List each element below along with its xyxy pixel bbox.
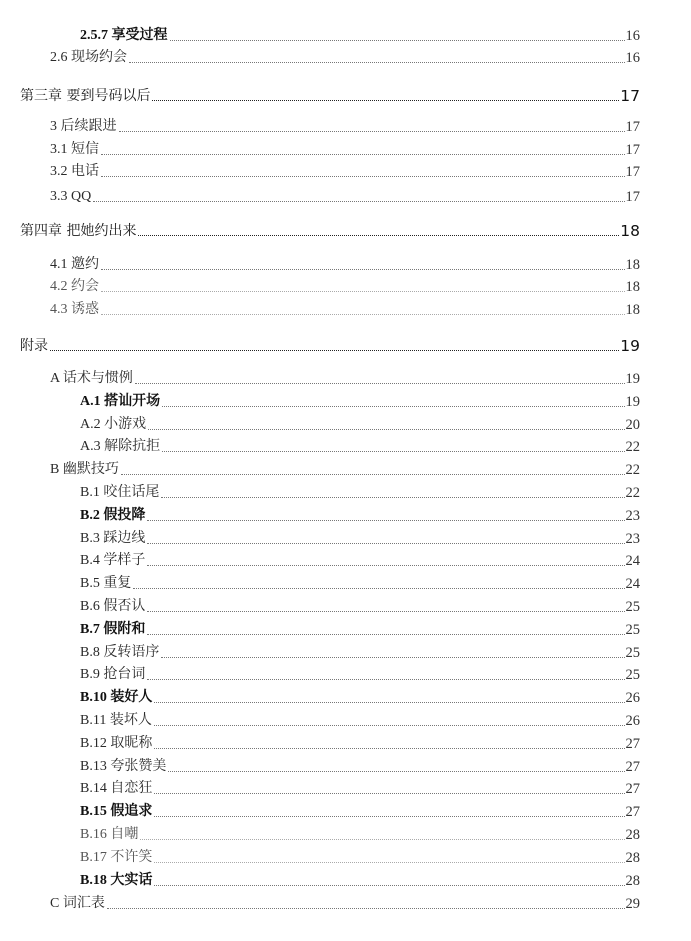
toc-entry[interactable] (80, 551, 640, 571)
toc-entry-label: 4.3 诱惑 (50, 302, 99, 317)
toc-chapter-entry[interactable] (20, 221, 640, 241)
toc-entry[interactable] (50, 48, 640, 68)
dot-leader (154, 724, 625, 726)
toc-page-number: 19 (625, 394, 640, 410)
toc-page-number: 17 (625, 142, 640, 158)
toc-entry-label: 第三章 要到号码以后 (20, 88, 151, 104)
toc-entry[interactable] (50, 369, 640, 389)
toc-entry-label: 4.1 邀约 (50, 257, 99, 272)
toc-entry-label: 第四章 把她约出来 (20, 223, 137, 239)
toc-page-number: 18 (625, 257, 640, 273)
dot-leader (147, 610, 624, 612)
dot-leader (101, 290, 625, 292)
toc-entry[interactable] (80, 26, 640, 46)
toc-entry[interactable] (50, 460, 640, 480)
dot-leader (147, 678, 624, 680)
toc-page-number: 22 (625, 439, 640, 455)
toc-entry[interactable] (80, 437, 640, 457)
toc-page-number: 28 (625, 873, 640, 889)
toc-entry[interactable] (50, 187, 640, 207)
toc-entry[interactable] (80, 871, 640, 891)
toc-entry-label: 附录 (20, 338, 48, 354)
toc-entry-label: 4.2 约会 (50, 279, 99, 294)
toc-entry-label: B.4 学样子 (80, 553, 146, 568)
toc-entry-label: 2.5.7 享受过程 (80, 28, 168, 43)
toc-page-number: 23 (625, 531, 640, 547)
toc-entry[interactable] (80, 643, 640, 663)
toc-entry[interactable] (80, 574, 640, 594)
toc-entry[interactable] (50, 277, 640, 297)
toc-entry[interactable] (50, 162, 640, 182)
toc-page-number: 25 (625, 599, 640, 615)
toc-entry-label: A.2 小游戏 (80, 417, 147, 432)
dot-leader (154, 815, 624, 817)
dot-leader (154, 861, 624, 863)
toc-entry[interactable] (80, 779, 640, 799)
toc-page-number: 17 (625, 189, 640, 205)
toc-page-number: 20 (625, 417, 640, 433)
dot-leader (93, 200, 624, 202)
toc-entry[interactable] (80, 597, 640, 617)
toc-page-number: 24 (625, 576, 640, 592)
dot-leader (129, 61, 625, 63)
toc-entry[interactable] (80, 415, 640, 435)
toc-entry-label: 3.2 电话 (50, 164, 99, 179)
toc-page-number: 26 (625, 690, 640, 706)
toc-entry-label: 2.6 现场约会 (50, 50, 127, 65)
toc-entry-label: B.16 自嘲 (80, 827, 139, 842)
toc-entry-label: B.17 不许笑 (80, 850, 153, 865)
toc-entry-label: B.11 装坏人 (80, 713, 152, 728)
toc-entry-label: A.3 解除抗拒 (80, 439, 161, 454)
dot-leader (133, 587, 624, 589)
dot-leader (147, 564, 624, 566)
toc-entry[interactable] (80, 506, 640, 526)
toc-entry-label: A 话术与惯例 (50, 371, 133, 386)
toc-page-number: 26 (625, 713, 640, 729)
toc-page-number: 17 (620, 87, 640, 105)
dot-leader (161, 496, 624, 498)
toc-entry[interactable] (50, 300, 640, 320)
toc-entry-label: 3.3 QQ (50, 189, 92, 204)
toc-entry-label: B.12 取昵称 (80, 736, 153, 751)
toc-entry-label: B.14 自恋狂 (80, 781, 153, 796)
toc-page-number: 25 (625, 645, 640, 661)
toc-entry-label: B.8 反转语序 (80, 645, 160, 660)
toc-page-number: 27 (625, 804, 640, 820)
toc-page-number: 29 (625, 896, 640, 912)
toc-entry-label: B.7 假附和 (80, 622, 146, 637)
toc-entry-label: 3.1 短信 (50, 142, 99, 157)
dot-leader (147, 542, 624, 544)
dot-leader (101, 268, 625, 270)
toc-entry-label: B.1 咬住话尾 (80, 485, 160, 500)
toc-entry-label: B.2 假投降 (80, 508, 146, 523)
dot-leader (101, 175, 625, 177)
dot-leader (135, 382, 625, 384)
toc-entry[interactable] (80, 483, 640, 503)
toc-entry[interactable] (80, 802, 640, 822)
toc-entry-label: B.13 夸张赞美 (80, 759, 167, 774)
toc-entry-label: B.10 装好人 (80, 690, 153, 705)
toc-entry-label: C 词汇表 (50, 896, 105, 911)
toc-entry[interactable] (80, 529, 640, 549)
dot-leader (138, 234, 619, 236)
toc-entry-label: A.1 搭讪开场 (80, 394, 161, 409)
dot-leader (121, 473, 625, 475)
toc-entry-label: 3 后续跟进 (50, 119, 117, 134)
toc-page-number: 18 (625, 279, 640, 295)
toc-chapter-entry[interactable] (20, 336, 640, 356)
toc-page-number: 19 (620, 337, 640, 355)
toc-entry[interactable] (50, 255, 640, 275)
toc-page-number: 22 (625, 485, 640, 501)
dot-leader (154, 884, 624, 886)
dot-leader (154, 792, 624, 794)
toc-page-number: 16 (625, 50, 640, 66)
toc-entry[interactable] (80, 734, 640, 754)
toc-entry-label: B.3 踩边线 (80, 531, 146, 546)
toc-page-number: 19 (625, 371, 640, 387)
dot-leader (140, 838, 624, 840)
toc-entry-label: B 幽默技巧 (50, 462, 119, 477)
dot-leader (119, 130, 625, 132)
dot-leader (148, 428, 624, 430)
toc-page-number: 25 (625, 667, 640, 683)
toc-entry-label: B.9 抢台词 (80, 667, 146, 682)
toc-page-number: 17 (625, 119, 640, 135)
toc-entry[interactable] (50, 117, 640, 137)
toc-entry[interactable] (50, 894, 640, 914)
toc-page-number: 23 (625, 508, 640, 524)
dot-leader (101, 313, 625, 315)
toc-page-number: 28 (625, 850, 640, 866)
toc-page-number: 22 (625, 462, 640, 478)
toc-entry[interactable] (50, 140, 640, 160)
dot-leader (162, 405, 624, 407)
toc-entry-label: B.18 大实话 (80, 873, 153, 888)
toc-page-number: 25 (625, 622, 640, 638)
dot-leader (147, 633, 624, 635)
dot-leader (168, 770, 624, 772)
toc-page-number: 17 (625, 164, 640, 180)
dot-leader (147, 519, 624, 521)
dot-leader (170, 39, 625, 41)
toc-entry[interactable] (80, 392, 640, 412)
toc-entry-label: B.15 假追求 (80, 804, 153, 819)
dot-leader (161, 656, 624, 658)
dot-leader (107, 907, 625, 909)
toc-page-number: 28 (625, 827, 640, 843)
toc-entry-label: B.6 假否认 (80, 599, 146, 614)
dot-leader (50, 349, 619, 351)
toc-entry-label: B.5 重复 (80, 576, 132, 591)
toc-entry[interactable] (80, 757, 640, 777)
toc-page-number: 24 (625, 553, 640, 569)
dot-leader (162, 450, 624, 452)
toc-page-number: 27 (625, 736, 640, 752)
toc-entry[interactable] (80, 825, 640, 845)
dot-leader (154, 747, 624, 749)
toc-entry[interactable] (80, 848, 640, 868)
toc-chapter-entry[interactable] (20, 86, 640, 106)
dot-leader (101, 153, 625, 155)
toc-page-number: 27 (625, 759, 640, 775)
toc-page-number: 27 (625, 781, 640, 797)
toc-entry[interactable] (80, 665, 640, 685)
toc-entry[interactable] (80, 620, 640, 640)
toc-page-number: 16 (625, 28, 640, 44)
toc-entry[interactable] (80, 688, 640, 708)
toc-page-number: 18 (620, 222, 640, 240)
toc-page-number: 18 (625, 302, 640, 318)
dot-leader (154, 701, 624, 703)
toc-entry[interactable] (80, 711, 640, 731)
dot-leader (152, 99, 619, 101)
